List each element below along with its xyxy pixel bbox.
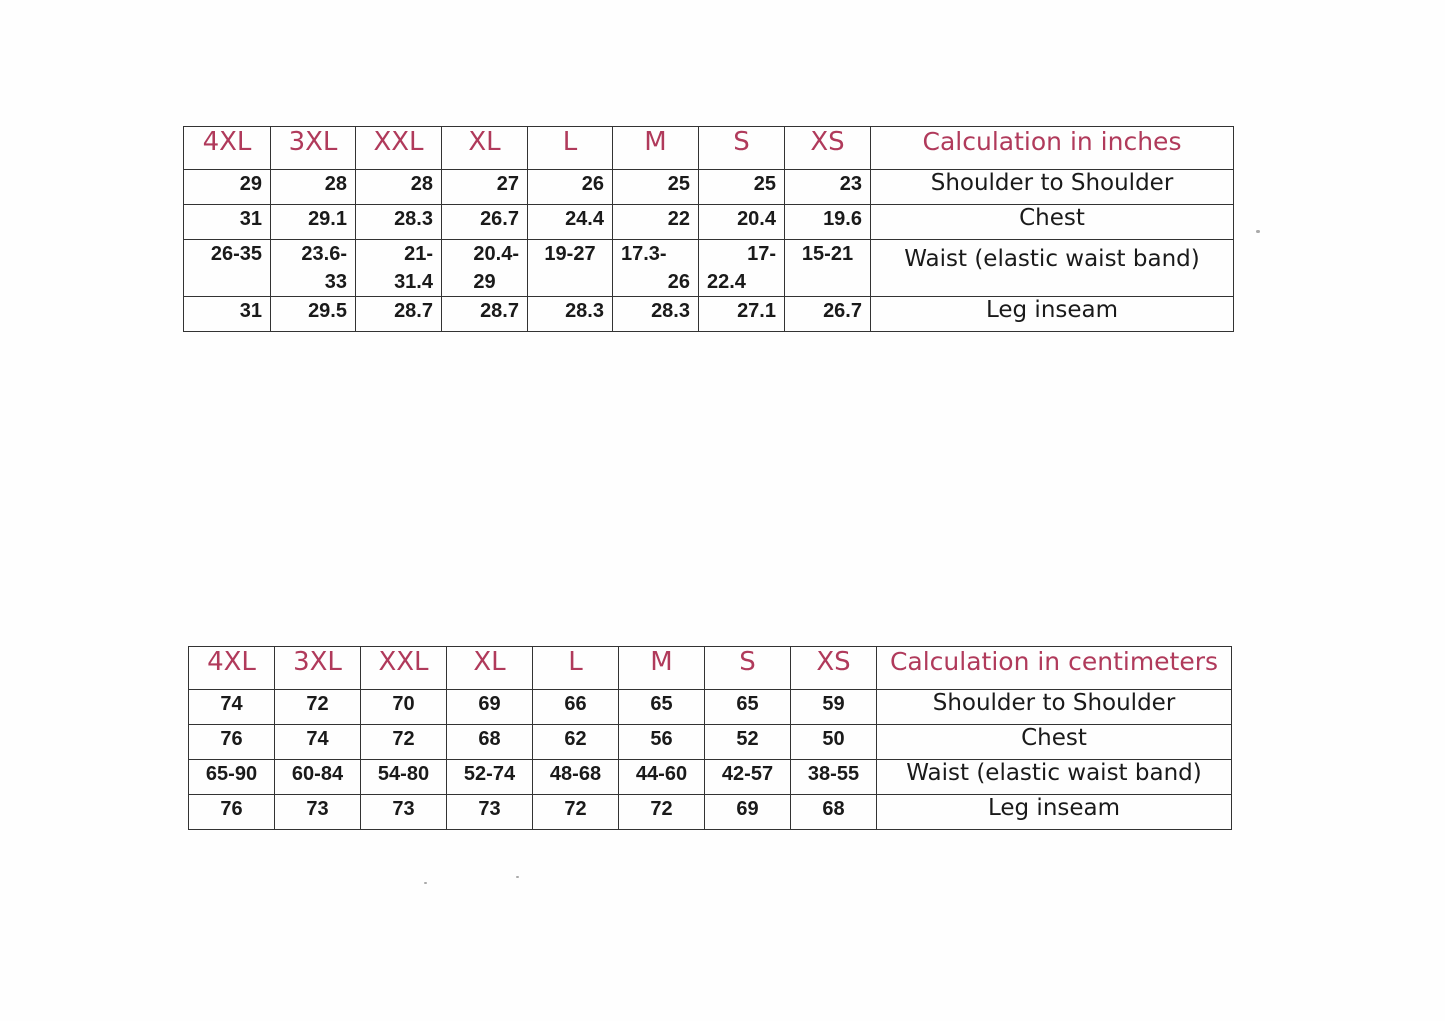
size-table-inches bbox=[183, 126, 1234, 332]
cell-value: 48-68 bbox=[533, 760, 619, 795]
cell-value: 38-55 bbox=[791, 760, 877, 795]
size-header: L bbox=[533, 647, 619, 690]
size-header: XS bbox=[785, 127, 871, 170]
row-label: Leg inseam bbox=[871, 297, 1234, 332]
cell-line: 21- bbox=[404, 243, 433, 265]
cell-value: 24.4 bbox=[528, 205, 613, 240]
cell-value bbox=[699, 240, 785, 297]
cell-value: 44-60 bbox=[619, 760, 705, 795]
cell-line: 23.6- bbox=[301, 243, 347, 265]
cell-value: 72 bbox=[533, 795, 619, 830]
scan-speck bbox=[424, 882, 427, 884]
cell-line: 29 bbox=[473, 271, 496, 293]
cell-value: 56 bbox=[619, 725, 705, 760]
cell-value bbox=[442, 240, 528, 297]
cell-line: 17.3- bbox=[621, 243, 667, 265]
cell-value bbox=[184, 240, 271, 297]
cell-value: 73 bbox=[447, 795, 533, 830]
cell-value: 27.1 bbox=[699, 297, 785, 332]
cell-value: 52-74 bbox=[447, 760, 533, 795]
cell-value: 23 bbox=[785, 170, 871, 205]
cell-value: 28 bbox=[271, 170, 356, 205]
cell-value: 22 bbox=[613, 205, 699, 240]
cell-value: 19.6 bbox=[785, 205, 871, 240]
row-label: Shoulder to Shoulder bbox=[877, 690, 1232, 725]
cell-value bbox=[271, 240, 356, 297]
size-header: 3XL bbox=[271, 127, 356, 170]
cell-value bbox=[785, 240, 871, 297]
size-header: S bbox=[699, 127, 785, 170]
cell-value: 31 bbox=[184, 205, 271, 240]
table-title: Calculation in inches bbox=[871, 127, 1234, 170]
cell-value: 42-57 bbox=[705, 760, 791, 795]
cell-value: 69 bbox=[705, 795, 791, 830]
cell-value: 29 bbox=[184, 170, 271, 205]
cell-line: 31.4 bbox=[394, 271, 433, 293]
cell-value: 28.3 bbox=[356, 205, 442, 240]
cell-line: 20.4- bbox=[473, 243, 519, 265]
cell-value: 66 bbox=[533, 690, 619, 725]
table-row bbox=[184, 297, 1234, 332]
size-header: M bbox=[613, 127, 699, 170]
row-label: Waist (elastic waist band) bbox=[871, 240, 1234, 297]
size-header: XXL bbox=[361, 647, 447, 690]
cell-value: 20.4 bbox=[699, 205, 785, 240]
row-label: Shoulder to Shoulder bbox=[871, 170, 1234, 205]
size-header: XS bbox=[791, 647, 877, 690]
cell-value: 69 bbox=[447, 690, 533, 725]
table-row bbox=[189, 690, 1232, 725]
cell-value: 72 bbox=[275, 690, 361, 725]
cell-value: 25 bbox=[699, 170, 785, 205]
cell-value bbox=[356, 240, 442, 297]
size-header: M bbox=[619, 647, 705, 690]
cell-value: 76 bbox=[189, 725, 275, 760]
cell-line: 22.4 bbox=[707, 271, 746, 293]
table-row bbox=[184, 170, 1234, 205]
row-label: Chest bbox=[877, 725, 1232, 760]
cell-value: 27 bbox=[442, 170, 528, 205]
cell-value: 26.7 bbox=[785, 297, 871, 332]
cell-value: 68 bbox=[791, 795, 877, 830]
cell-value: 73 bbox=[275, 795, 361, 830]
cell-value: 60-84 bbox=[275, 760, 361, 795]
table-row bbox=[184, 240, 1234, 297]
cell-line: 19-27 bbox=[544, 243, 596, 265]
cell-value: 28.7 bbox=[442, 297, 528, 332]
size-header: S bbox=[705, 647, 791, 690]
header-row bbox=[184, 127, 1234, 170]
cell-value: 65 bbox=[619, 690, 705, 725]
cell-value: 65 bbox=[705, 690, 791, 725]
cell-value: 28.3 bbox=[613, 297, 699, 332]
cell-value: 72 bbox=[361, 725, 447, 760]
cell-value: 74 bbox=[275, 725, 361, 760]
table-title: Calculation in centimeters bbox=[877, 647, 1232, 690]
cell-value: 73 bbox=[361, 795, 447, 830]
table-row bbox=[189, 795, 1232, 830]
cell-value bbox=[613, 240, 699, 297]
size-header: XL bbox=[442, 127, 528, 170]
cell-value: 28.3 bbox=[528, 297, 613, 332]
row-label: Waist (elastic waist band) bbox=[877, 760, 1232, 795]
scan-speck bbox=[1256, 230, 1260, 233]
cell-line: 26-35 bbox=[210, 243, 262, 265]
cell-line: 33 bbox=[324, 271, 347, 293]
size-header: L bbox=[528, 127, 613, 170]
table-row bbox=[184, 205, 1234, 240]
cell-value bbox=[528, 240, 613, 297]
cell-value: 29.1 bbox=[271, 205, 356, 240]
cell-value: 54-80 bbox=[361, 760, 447, 795]
table-row bbox=[189, 760, 1232, 795]
cell-value: 72 bbox=[619, 795, 705, 830]
cell-value: 65-90 bbox=[189, 760, 275, 795]
cell-value: 28.7 bbox=[356, 297, 442, 332]
cell-line: 17- bbox=[747, 243, 776, 265]
cell-value: 70 bbox=[361, 690, 447, 725]
cell-value: 62 bbox=[533, 725, 619, 760]
row-label: Chest bbox=[871, 205, 1234, 240]
size-table-centimeters bbox=[188, 646, 1232, 830]
scan-speck bbox=[516, 876, 519, 878]
size-header: 4XL bbox=[184, 127, 271, 170]
cell-value: 68 bbox=[447, 725, 533, 760]
cell-value: 74 bbox=[189, 690, 275, 725]
cell-value: 26.7 bbox=[442, 205, 528, 240]
cell-value: 76 bbox=[189, 795, 275, 830]
cell-value: 50 bbox=[791, 725, 877, 760]
cell-line: 26 bbox=[667, 271, 690, 293]
cell-line: 15-21 bbox=[801, 243, 854, 265]
cell-value: 31 bbox=[184, 297, 271, 332]
size-header: XL bbox=[447, 647, 533, 690]
size-header: 3XL bbox=[275, 647, 361, 690]
cell-value: 28 bbox=[356, 170, 442, 205]
row-label: Leg inseam bbox=[877, 795, 1232, 830]
table-row bbox=[189, 725, 1232, 760]
header-row bbox=[189, 647, 1232, 690]
cell-value: 29.5 bbox=[271, 297, 356, 332]
size-header: 4XL bbox=[189, 647, 275, 690]
cell-value: 52 bbox=[705, 725, 791, 760]
cell-value: 26 bbox=[528, 170, 613, 205]
size-header: XXL bbox=[356, 127, 442, 170]
cell-value: 25 bbox=[613, 170, 699, 205]
cell-value: 59 bbox=[791, 690, 877, 725]
